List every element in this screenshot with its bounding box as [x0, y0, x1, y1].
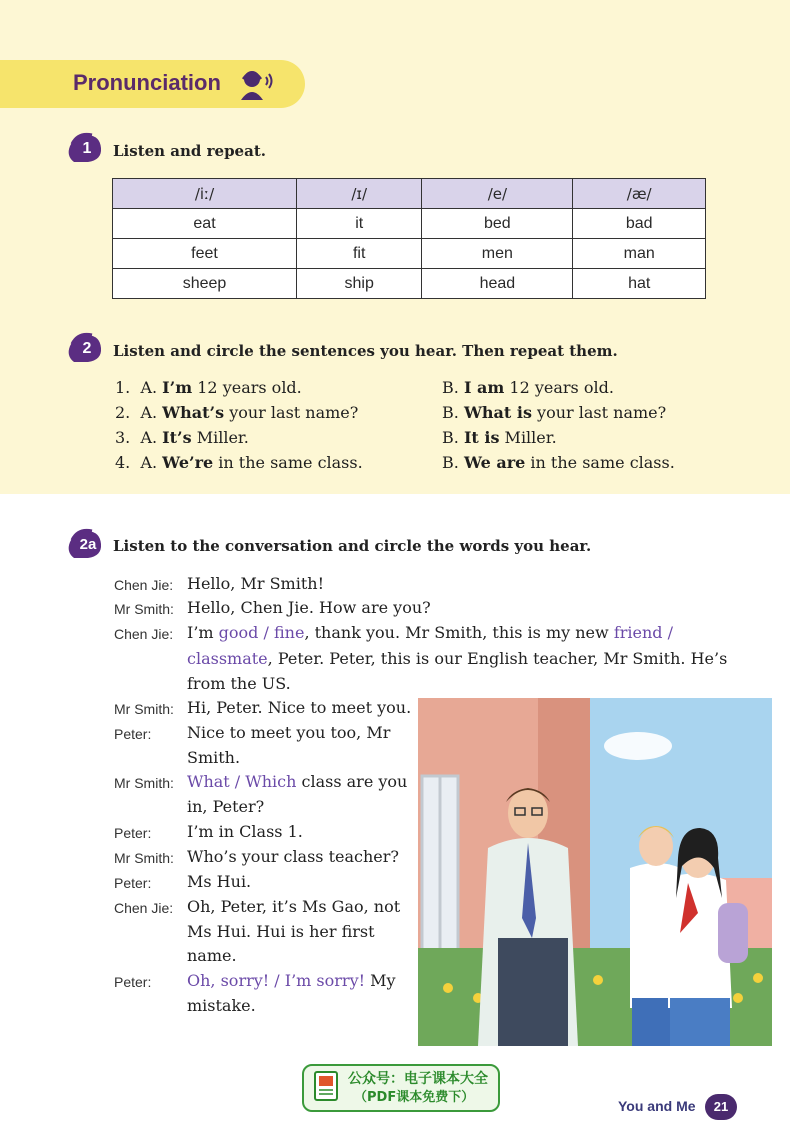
- option-a-text: your last name?: [224, 403, 359, 422]
- word-choice-option: friend /: [613, 623, 673, 642]
- page-edge: [790, 0, 800, 1130]
- dialogue-line: [187, 772, 407, 791]
- option-b-bold: It is: [463, 428, 500, 447]
- column-header: /æ/: [573, 179, 706, 209]
- item-number: 1.: [115, 378, 131, 397]
- column-header: /ɪ/: [297, 179, 422, 209]
- word-choice-option: What / Which: [187, 772, 297, 791]
- sentence-pair-2: [115, 403, 358, 422]
- table-header-row: [113, 179, 706, 209]
- option-a-bold: What’s: [162, 403, 225, 422]
- speaker-label: Peter:: [114, 974, 152, 990]
- dialogue-line: name.: [187, 946, 237, 965]
- table-cell: hat: [573, 269, 706, 299]
- sentence-option-b-3: [442, 428, 557, 447]
- table-cell: bad: [573, 209, 706, 239]
- column-header: /iː/: [113, 179, 297, 209]
- option-b-label: B.: [442, 428, 459, 447]
- watermark-text-line2: （PDF课本免费下）: [354, 1090, 475, 1105]
- school-scene-illustration: [418, 698, 772, 1046]
- option-a-label: A.: [140, 378, 158, 397]
- activity-2a-instruction: Listen to the conversation and circle the words you hear.: [113, 537, 592, 555]
- dialogue-line: Nice to meet you too, Mr: [187, 723, 391, 742]
- option-b-text: Miller.: [499, 428, 557, 447]
- option-b-text: your last name?: [531, 403, 667, 422]
- item-number: 2.: [115, 403, 131, 422]
- speaker-label: Chen Jie:: [114, 577, 174, 593]
- word-choice-option: Oh, sorry! / I’m sorry!: [187, 971, 366, 990]
- speaker-label: Mr Smith:: [114, 775, 174, 791]
- item-number: 3.: [115, 428, 131, 447]
- option-b-bold: We are: [463, 453, 526, 472]
- table-cell: eat: [113, 209, 297, 239]
- speaker-label: Chen Jie:: [114, 900, 174, 916]
- item-number: 4.: [115, 453, 131, 472]
- table-cell: sheep: [113, 269, 297, 299]
- table-row: [113, 209, 706, 239]
- watermark-text-line1: 公众号：电子课本大全: [348, 1071, 488, 1087]
- table-cell: man: [573, 239, 706, 269]
- dialogue-line: [187, 649, 727, 668]
- table-cell: feet: [113, 239, 297, 269]
- table-row: [113, 239, 706, 269]
- book-icon: [313, 1070, 339, 1102]
- speaker-label: Chen Jie:: [114, 626, 174, 642]
- speaker-label: Peter:: [114, 825, 152, 841]
- option-a-text: Miller.: [191, 428, 249, 447]
- table-cell: bed: [422, 209, 573, 239]
- sentence-pair-1: [115, 378, 302, 397]
- option-a-label: A.: [140, 428, 158, 447]
- headset-icon: [236, 66, 276, 102]
- option-b-text: in the same class.: [525, 453, 675, 472]
- dialogue-line: Hi, Peter. Nice to meet you.: [187, 698, 412, 717]
- sentence-pair-4: [115, 453, 363, 472]
- dialogue-text: , thank you. Mr Smith, this is my new: [304, 623, 614, 642]
- dialogue-line: Smith.: [187, 748, 241, 767]
- column-header: /e/: [422, 179, 573, 209]
- word-choice-option: classmate: [187, 649, 268, 668]
- option-a-label: A.: [140, 453, 158, 472]
- option-b-label: B.: [442, 453, 459, 472]
- speaker-label: Mr Smith:: [114, 850, 174, 866]
- activity-2a-number: 2a: [79, 536, 97, 553]
- sentence-option-b-4: [442, 453, 675, 472]
- dialogue-line: [187, 971, 396, 990]
- option-b-bold: What is: [463, 403, 532, 422]
- table-row: [113, 269, 706, 299]
- option-a-text: 12 years old.: [192, 378, 302, 397]
- table-cell: head: [422, 269, 573, 299]
- unit-title: You and Me: [618, 1098, 696, 1114]
- word-choice-option: good / fine: [218, 623, 305, 642]
- dialogue-line: Hello, Chen Jie. How are you?: [187, 598, 431, 617]
- dialogue-text: I’m: [187, 623, 219, 642]
- dialogue-line: in, Peter?: [187, 797, 265, 816]
- dialogue-line: Ms Hui.: [187, 872, 252, 891]
- option-a-label: A.: [140, 403, 158, 422]
- option-b-text: 12 years old.: [504, 378, 614, 397]
- option-a-text: in the same class.: [213, 453, 363, 472]
- option-b-label: B.: [442, 403, 459, 422]
- option-b-bold: I am: [463, 378, 505, 397]
- sentence-pair-3: [115, 428, 249, 447]
- option-b-label: B.: [442, 378, 459, 397]
- dialogue-text: My: [365, 971, 396, 990]
- section-title: Pronunciation: [73, 70, 221, 95]
- dialogue-line: from the US.: [187, 674, 291, 693]
- dialogue-line: Oh, Peter, it’s Ms Gao, not: [187, 897, 401, 916]
- dialogue-text: class are you: [296, 772, 408, 791]
- phonics-table: [112, 178, 706, 299]
- option-a-bold: It’s: [162, 428, 192, 447]
- dialogue-line: Hello, Mr Smith!: [187, 574, 324, 593]
- table-cell: fit: [297, 239, 422, 269]
- speaker-label: Mr Smith:: [114, 701, 174, 717]
- table-cell: it: [297, 209, 422, 239]
- speaker-label: Peter:: [114, 875, 152, 891]
- speaker-label: Peter:: [114, 726, 152, 742]
- activity-1-number: 1: [82, 140, 92, 157]
- dialogue-line: Who’s your class teacher?: [187, 847, 399, 866]
- dialogue-line: [187, 623, 673, 642]
- page-number: 21: [705, 1094, 737, 1120]
- table-cell: ship: [297, 269, 422, 299]
- sentence-option-b-1: [442, 378, 614, 397]
- activity-2-number: 2: [82, 340, 92, 357]
- dialogue-line: I’m in Class 1.: [187, 822, 303, 841]
- speaker-label: Mr Smith:: [114, 601, 174, 617]
- table-cell: men: [422, 239, 573, 269]
- activity-2-instruction: Listen and circle the sentences you hear. Then repeat them.: [113, 342, 618, 360]
- dialogue-line: Ms Hui. Hui is her first: [187, 922, 375, 941]
- option-a-bold: I’m: [162, 378, 193, 397]
- option-a-bold: We’re: [162, 453, 214, 472]
- activity-1-instruction: Listen and repeat.: [113, 142, 266, 160]
- dialogue-line: mistake.: [187, 996, 256, 1015]
- dialogue-text: , Peter. Peter, this is our English teacher, Mr Smith. He’s: [267, 649, 728, 668]
- sentence-option-b-2: [442, 403, 666, 422]
